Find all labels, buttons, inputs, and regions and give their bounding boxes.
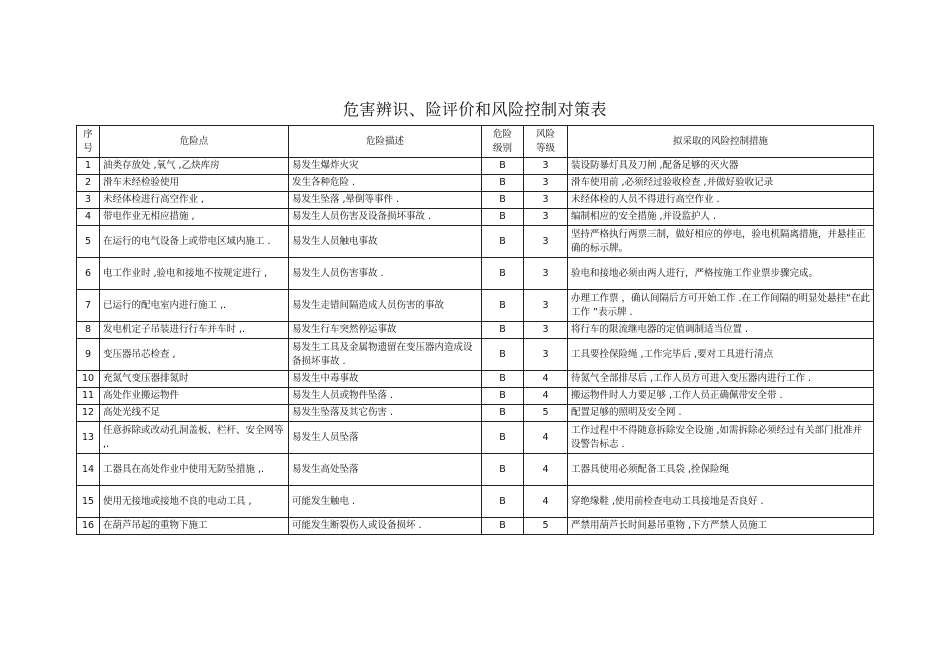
cell-grade: 3 <box>524 158 568 175</box>
cell-grade: 5 <box>524 518 568 535</box>
cell-hazard: 未经体检进行高空作业 , <box>100 192 289 209</box>
cell-measures: 配置足够的照明及安全网 . <box>568 405 874 422</box>
table-row <box>77 486 874 518</box>
table-row <box>77 226 874 258</box>
cell-hazard: 在运行的电气设备上或带电区域内施工 . <box>100 226 289 258</box>
cell-grade: 3 <box>524 192 568 209</box>
table-row <box>77 209 874 226</box>
cell-level: B <box>482 258 524 290</box>
cell-grade: 4 <box>524 388 568 405</box>
cell-level: B <box>482 388 524 405</box>
cell-no: 16 <box>77 518 100 535</box>
cell-description: 易发生工具及金属物遗留在变压器内造成设备损坏事故 . <box>289 339 482 371</box>
cell-hazard: 在葫芦吊起的重物下施工 <box>100 518 289 535</box>
cell-level: B <box>482 339 524 371</box>
cell-level: B <box>482 486 524 518</box>
cell-grade: 4 <box>524 486 568 518</box>
cell-grade: 3 <box>524 290 568 322</box>
cell-no: 14 <box>77 454 100 486</box>
cell-no: 1 <box>77 158 100 175</box>
risk-control-table <box>76 125 874 535</box>
cell-description: 易发生爆炸火灾 <box>289 158 482 175</box>
header-no: 序 号 <box>77 126 100 158</box>
cell-no: 4 <box>77 209 100 226</box>
cell-hazard: 油类存放处 ,氧气 ,乙炔库房 <box>100 158 289 175</box>
table-row <box>77 371 874 388</box>
cell-measures: 滑车使用前 ,必须经过验收检查 ,并做好验收记录 <box>568 175 874 192</box>
cell-level: B <box>482 209 524 226</box>
cell-no: 3 <box>77 192 100 209</box>
cell-measures: 办理工作票 ，确认间隔后方可开始工作 .在工作间隔的明显处悬挂“在此工作 ”表示牌 . <box>568 290 874 322</box>
cell-measures: 未经体检的人员不得进行高空作业 . <box>568 192 874 209</box>
cell-level: B <box>482 518 524 535</box>
cell-description: 易发生走错间隔造成人员伤害的事故 <box>289 290 482 322</box>
cell-level: B <box>482 290 524 322</box>
cell-hazard: 带电作业无相应措施 , <box>100 209 289 226</box>
cell-level: B <box>482 175 524 192</box>
cell-hazard: 变压器吊芯检查 , <box>100 339 289 371</box>
table-row <box>77 405 874 422</box>
cell-no: 9 <box>77 339 100 371</box>
cell-description: 易发生人员坠落 <box>289 422 482 454</box>
cell-level: B <box>482 322 524 339</box>
cell-measures: 严禁用葫芦长时间悬吊重物 ,下方严禁人员施工 <box>568 518 874 535</box>
cell-no: 11 <box>77 388 100 405</box>
cell-hazard: 电工作业时 ,验电和接地不按规定进行 , <box>100 258 289 290</box>
table-row <box>77 290 874 322</box>
cell-grade: 4 <box>524 371 568 388</box>
cell-measures: 穿绝缘鞋 ,使用前检查电动工具接地是否良好 . <box>568 486 874 518</box>
cell-measures: 将行车的限流继电器的定值调制适当位置 . <box>568 322 874 339</box>
cell-no: 12 <box>77 405 100 422</box>
cell-description: 易发生人员触电事故 <box>289 226 482 258</box>
table-row <box>77 258 874 290</box>
cell-grade: 4 <box>524 454 568 486</box>
cell-level: B <box>482 422 524 454</box>
header-grade: 风险 等级 <box>524 126 568 158</box>
cell-measures: 验电和接地必须由两人进行，严格按施工作业票步骤完成。 <box>568 258 874 290</box>
cell-description: 易发生人员伤害事故 . <box>289 258 482 290</box>
cell-grade: 3 <box>524 258 568 290</box>
cell-level: B <box>482 454 524 486</box>
cell-no: 10 <box>77 371 100 388</box>
cell-measures: 工具要拴保险绳 ,工作完毕后 ,要对工具进行清点 <box>568 339 874 371</box>
cell-level: B <box>482 371 524 388</box>
cell-description: 易发生人员伤害及设备损坏事故 . <box>289 209 482 226</box>
cell-description: 易发生高处坠落 <box>289 454 482 486</box>
cell-hazard: 高处光线不足 <box>100 405 289 422</box>
cell-measures: 工作过程中不得随意拆除安全设施 ,如需拆除必须经过有关部门批准并设警告标志 . <box>568 422 874 454</box>
cell-description: 易发生行车突然停运事故 <box>289 322 482 339</box>
cell-description: 易发生中毒事故 <box>289 371 482 388</box>
cell-no: 13 <box>77 422 100 454</box>
table-row <box>77 192 874 209</box>
cell-description: 可能发生触电 . <box>289 486 482 518</box>
cell-hazard: 使用无接地或接地不良的电动工具 , <box>100 486 289 518</box>
cell-hazard: 已运行的配电室内进行施工 ,. <box>100 290 289 322</box>
table-row <box>77 518 874 535</box>
cell-description: 可能发生断裂伤人或设备损坏 . <box>289 518 482 535</box>
cell-grade: 3 <box>524 226 568 258</box>
cell-no: 7 <box>77 290 100 322</box>
cell-description: 易发生人员或物件坠落 . <box>289 388 482 405</box>
cell-measures: 编制相应的安全措施 ,并设监护人 . <box>568 209 874 226</box>
cell-no: 5 <box>77 226 100 258</box>
cell-no: 15 <box>77 486 100 518</box>
table-header-row <box>77 126 874 158</box>
table-row <box>77 322 874 339</box>
cell-level: B <box>482 192 524 209</box>
cell-no: 2 <box>77 175 100 192</box>
table-row <box>77 158 874 175</box>
cell-measures: 待氮气全部排尽后 ,工作人员方可进入变压器内进行工作 . <box>568 371 874 388</box>
cell-description: 易发生坠落 ,晕倒等事件 . <box>289 192 482 209</box>
table-row <box>77 388 874 405</box>
cell-no: 8 <box>77 322 100 339</box>
cell-level: B <box>482 226 524 258</box>
cell-no: 6 <box>77 258 100 290</box>
cell-measures: 坚持严格执行两票三制，做好相应的停电，验电机隔离措施，并悬挂正确的标示牌。 <box>568 226 874 258</box>
header-description: 危险描述 <box>289 126 482 158</box>
table-row <box>77 454 874 486</box>
cell-grade: 5 <box>524 405 568 422</box>
cell-measures: 工器具使用必须配备工具袋 ,拴保险绳 <box>568 454 874 486</box>
cell-hazard: 工器具在高处作业中使用无防坠措施 ,. <box>100 454 289 486</box>
cell-hazard: 高处作业搬运物件 <box>100 388 289 405</box>
cell-hazard: 任意拆除或改动孔洞盖板、栏杆、安全网等 ,. <box>100 422 289 454</box>
cell-hazard: 滑车未经检验使用 <box>100 175 289 192</box>
header-hazard: 危险点 <box>100 126 289 158</box>
table-row <box>77 175 874 192</box>
cell-grade: 3 <box>524 209 568 226</box>
cell-hazard: 充氮气变压器排氮时 <box>100 371 289 388</box>
cell-description: 发生各种危险 . <box>289 175 482 192</box>
cell-level: B <box>482 158 524 175</box>
cell-grade: 3 <box>524 175 568 192</box>
cell-level: B <box>482 405 524 422</box>
table-row <box>77 339 874 371</box>
cell-grade: 4 <box>524 422 568 454</box>
cell-hazard: 发电机定子吊装进行行车并车时 ,. <box>100 322 289 339</box>
cell-grade: 3 <box>524 339 568 371</box>
table-row <box>77 422 874 454</box>
header-level: 危险 级别 <box>482 126 524 158</box>
cell-measures: 装设防暴灯具及刀闸 ,配备足够的灭火器 <box>568 158 874 175</box>
cell-description: 易发生坠落及其它伤害 . <box>289 405 482 422</box>
cell-grade: 3 <box>524 322 568 339</box>
header-measures: 拟采取的风险控制措施 <box>568 126 874 158</box>
page-title: 危害辨识、险评价和风险控制对策表 <box>342 100 607 119</box>
cell-measures: 搬运物件时人力要足够 ,工作人员正确佩带安全带 . <box>568 388 874 405</box>
